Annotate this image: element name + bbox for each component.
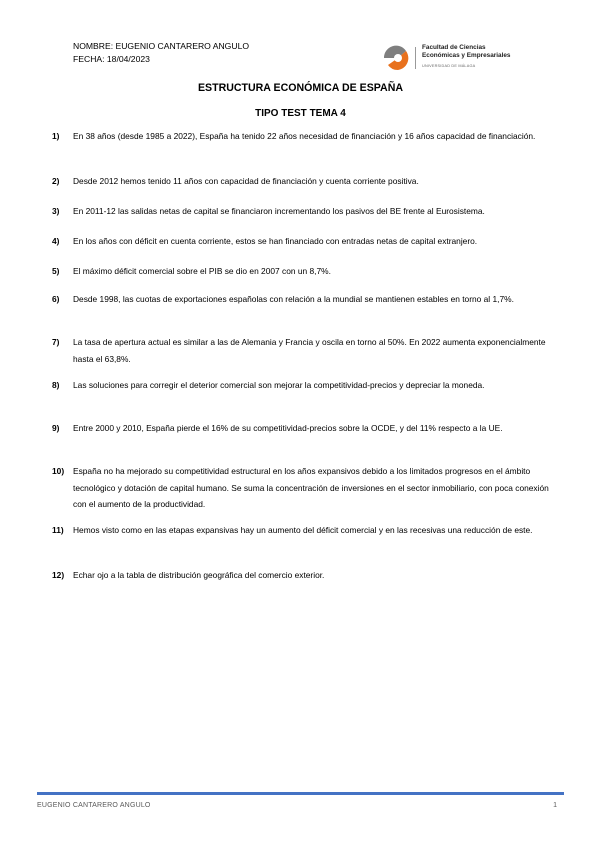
date-line: FECHA: 18/04/2023: [73, 54, 150, 64]
question-text: Desde 2012 hemos tenido 11 años con capacidad de financiación y cuenta corriente positiva.: [73, 176, 419, 186]
question-number: 3): [52, 206, 60, 216]
question-number: 10): [52, 466, 65, 476]
question-text: España no ha mejorado su competitividad estructural en los años expansivos debido a los limitados progresos en el ámbito tecnológico y dotación de capital humano. Se suma la concentración de inversiones en el sector inmobiliario, con poca conexión con el aumento de la productividad.: [73, 466, 549, 509]
question-text: Hemos visto como en las etapas expansivas hay un aumento del déficit comercial y en las recesivas una reducción de este.: [73, 525, 533, 535]
question-number: 7): [52, 337, 60, 347]
faculty-logo-icon: [380, 44, 418, 72]
question-number: 2): [52, 176, 60, 186]
question-item: [52, 463, 564, 513]
question-item: [52, 263, 564, 280]
document-title: ESTRUCTURA ECONÓMICA DE ESPAÑA: [197, 82, 403, 94]
question-item: [52, 420, 564, 437]
question-item: [52, 233, 564, 250]
question-number: 4): [52, 236, 60, 246]
question-text: Echar ojo a la tabla de distribución geográfica del comercio exterior.: [73, 570, 325, 580]
question-number: 5): [52, 266, 60, 276]
question-item: [52, 522, 564, 539]
question-item: [52, 128, 564, 145]
question-text: En 2011-12 las salidas netas de capital se financiaron incrementando los pasivos del BE frente al Eurosistema.: [73, 206, 485, 216]
page-number: 1: [553, 802, 557, 809]
question-item: [52, 377, 564, 394]
footer-author: EUGENIO CANTARERO ANGULO: [37, 802, 151, 809]
student-header: [73, 40, 249, 66]
question-number: 1): [52, 131, 60, 141]
name-line: NOMBRE: EUGENIO CANTARERO ANGULO: [73, 41, 250, 51]
question-text: El máximo déficit comercial sobre el PIB se dio en 2007 con un 8,7%.: [73, 266, 331, 276]
question-number: 8): [52, 380, 60, 390]
question-item: [52, 291, 564, 308]
question-item: [52, 567, 564, 584]
logo-line-3: UNIVERSIDAD DE MÁLAGA: [422, 64, 476, 68]
question-text: En 38 años (desde 1985 a 2022), España ha tenido 22 años necesidad de financiación y 16 años capacidad de financiación.: [73, 131, 536, 141]
footer-divider: [37, 792, 564, 795]
question-number: 6): [52, 294, 60, 304]
logo-line-2: Económicas y Empresariales: [422, 52, 511, 59]
logo-line-1: Facultad de Ciencias: [422, 44, 486, 51]
question-number: 12): [52, 570, 65, 580]
question-item: [52, 203, 564, 220]
question-item: [52, 173, 564, 190]
document-subtitle: TIPO TEST TEMA 4: [255, 108, 346, 119]
question-number: 11): [52, 525, 64, 535]
question-text: Entre 2000 y 2010, España pierde el 16% de su competitividad-precios sobre la OCDE, y del 11% respecto a la UE.: [73, 423, 503, 433]
question-text: La tasa de apertura actual es similar a las de Alemania y Francia y oscila en torno al 50%. En 2022 aumenta exponencialmente hasta el 63,8%.: [73, 337, 546, 364]
faculty-logo: [380, 44, 510, 72]
faculty-logo-text: [422, 44, 510, 70]
question-text: Las soluciones para corregir el deterior comercial son mejorar la competitividad-precios y depreciar la moneda.: [73, 380, 485, 390]
question-text: En los años con déficit en cuenta corriente, estos se han financiado con entradas netas de capital extranjero.: [73, 236, 478, 246]
question-number: 9): [52, 423, 60, 433]
question-item: [52, 334, 564, 367]
question-text: Desde 1998, las cuotas de exportaciones españolas con relación a la mundial se mantienen estables en torno al 1,7%.: [73, 294, 514, 304]
